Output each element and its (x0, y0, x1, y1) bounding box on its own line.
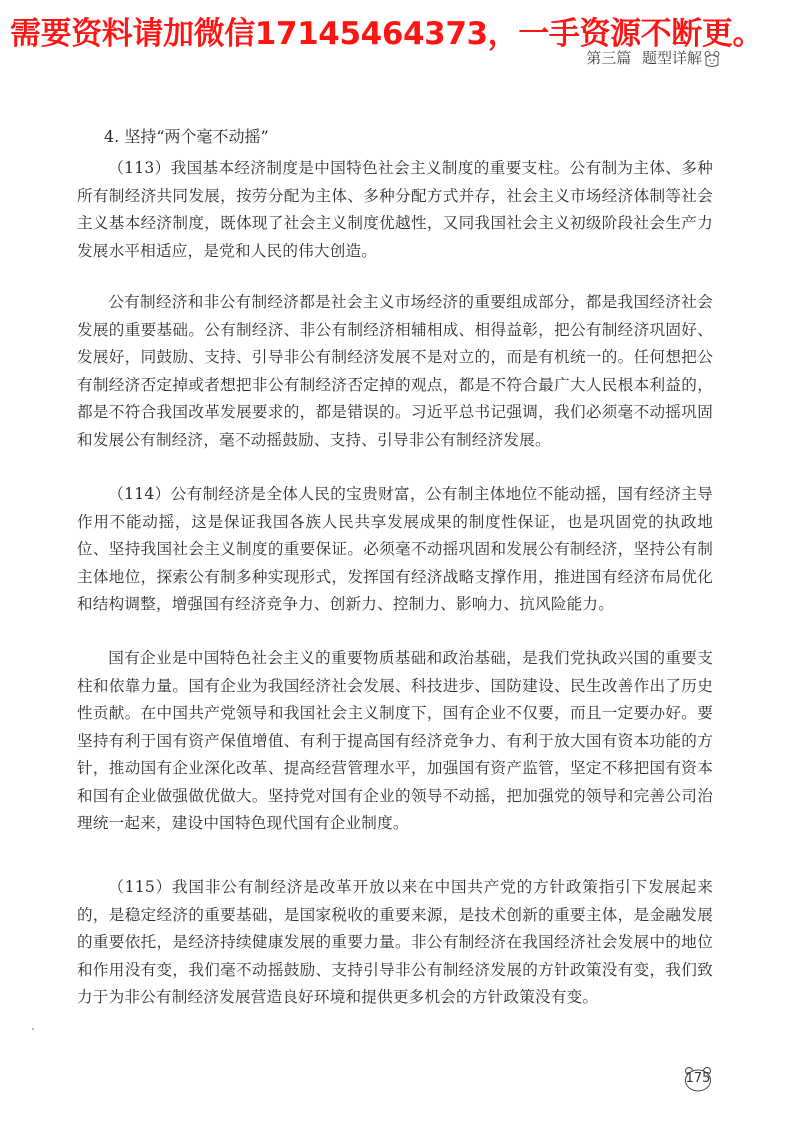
bear-head-icon (704, 50, 720, 68)
running-head-title: 题型详解 (641, 49, 702, 67)
page-number (684, 1066, 712, 1092)
scan-speck (32, 1028, 34, 1030)
watermark-banner: 需要资料请加微信17145464373，一手资源不断更。 (10, 16, 764, 52)
paragraph-114: （114）公有制经济是全体人民的宝贵财富，公有制主体地位不能动摇，国有经济主导作用不能动摇，这是保证我国各族人民共享发展成果的制度性保证，也是巩固党的执政地位、坚持我国社会主义制度的重要保证。必须毫不动摇巩固和发展公有制经济，坚持公有制主体地位，探索公有制多种实现形式，发挥国有经济战略支撑作用，推进国有经济布局优化和结构调整，增强国有经济竞争力、创新力、控制力、影响力、抗风险能力。 (77, 485, 713, 613)
section-heading: 4. 坚持“两个毫不动摇” (104, 127, 269, 146)
page-number-text: 175 (685, 1071, 711, 1086)
running-head (580, 48, 702, 68)
paragraph-state-enterprise: 国有企业是中国特色社会主义的重要物质基础和政治基础，是我们党执政兴国的重要支柱和依靠力量。国有企业为我国经济社会发展、科技进步、国防建设、民生改善作出了历史性贡献。在中国共产党领导和我国社会主义制度下，国有企业不仅要，而且一定要办好。要坚持有利于国有资产保值增值、有利于提高国有经济竞争力、有利于放大国有资本功能的方针，推动国有企业深化改革、提高经营管理水平，加强国有资产监管，坚定不移把国有资本和国有企业做强做优做大。坚持党对国有企业的领导不动摇，把加强党的领导和完善公司治理统一起来，建设中国特色现代国有企业制度。 (77, 649, 713, 832)
paragraph-public-nonpublic: 公有制经济和非公有制经济都是社会主义市场经济的重要组成部分，都是我国经济社会发展的重要基础。公有制经济、非公有制经济相辅相成、相得益彰，把公有制经济巩固好、发展好，同鼓励、支持、引导非公有制经济发展不是对立的，而是有机统一的。任何想把公有制经济否定掉或者想把非公有制经济否定掉的观点，都是不符合最广大人民根本利益的，都是不符合我国改革发展要求的，都是错误的。习近平总书记强调，我们必须毫不动摇巩固和发展公有制经济，毫不动摇鼓励、支持、引导非公有制经济发展。 (77, 293, 713, 449)
paragraph-115: （115）我国非公有制经济是改革开放以来在中国共产党的方针政策指引下发展起来的，是稳定经济的重要基础，是国家税收的重要来源，是技术创新的重要主体，是金融发展的重要依托，是经济持续健康发展的重要力量。非公有制经济在我国经济社会发展中的地位和作用没有变，我们毫不动摇鼓励、支持引导非公有制经济发展的方针政策没有变，我们致力于为非公有制经济发展营造良好环境和提供更多机会的方针政策没有变。 (77, 878, 713, 1006)
running-head-part: 第三篇 (586, 49, 632, 67)
paragraph-113: （113）我国基本经济制度是中国特色社会主义制度的重要支柱。公有制为主体、多种所有制经济共同发展，按劳分配为主体、多种分配方式并存，社会主义市场经济体制等社会主义基本经济制度，既体现了社会主义制度优越性，又同我国社会主义初级阶段社会生产力发展水平相适应，是党和人民的伟大创造。 (77, 159, 713, 260)
